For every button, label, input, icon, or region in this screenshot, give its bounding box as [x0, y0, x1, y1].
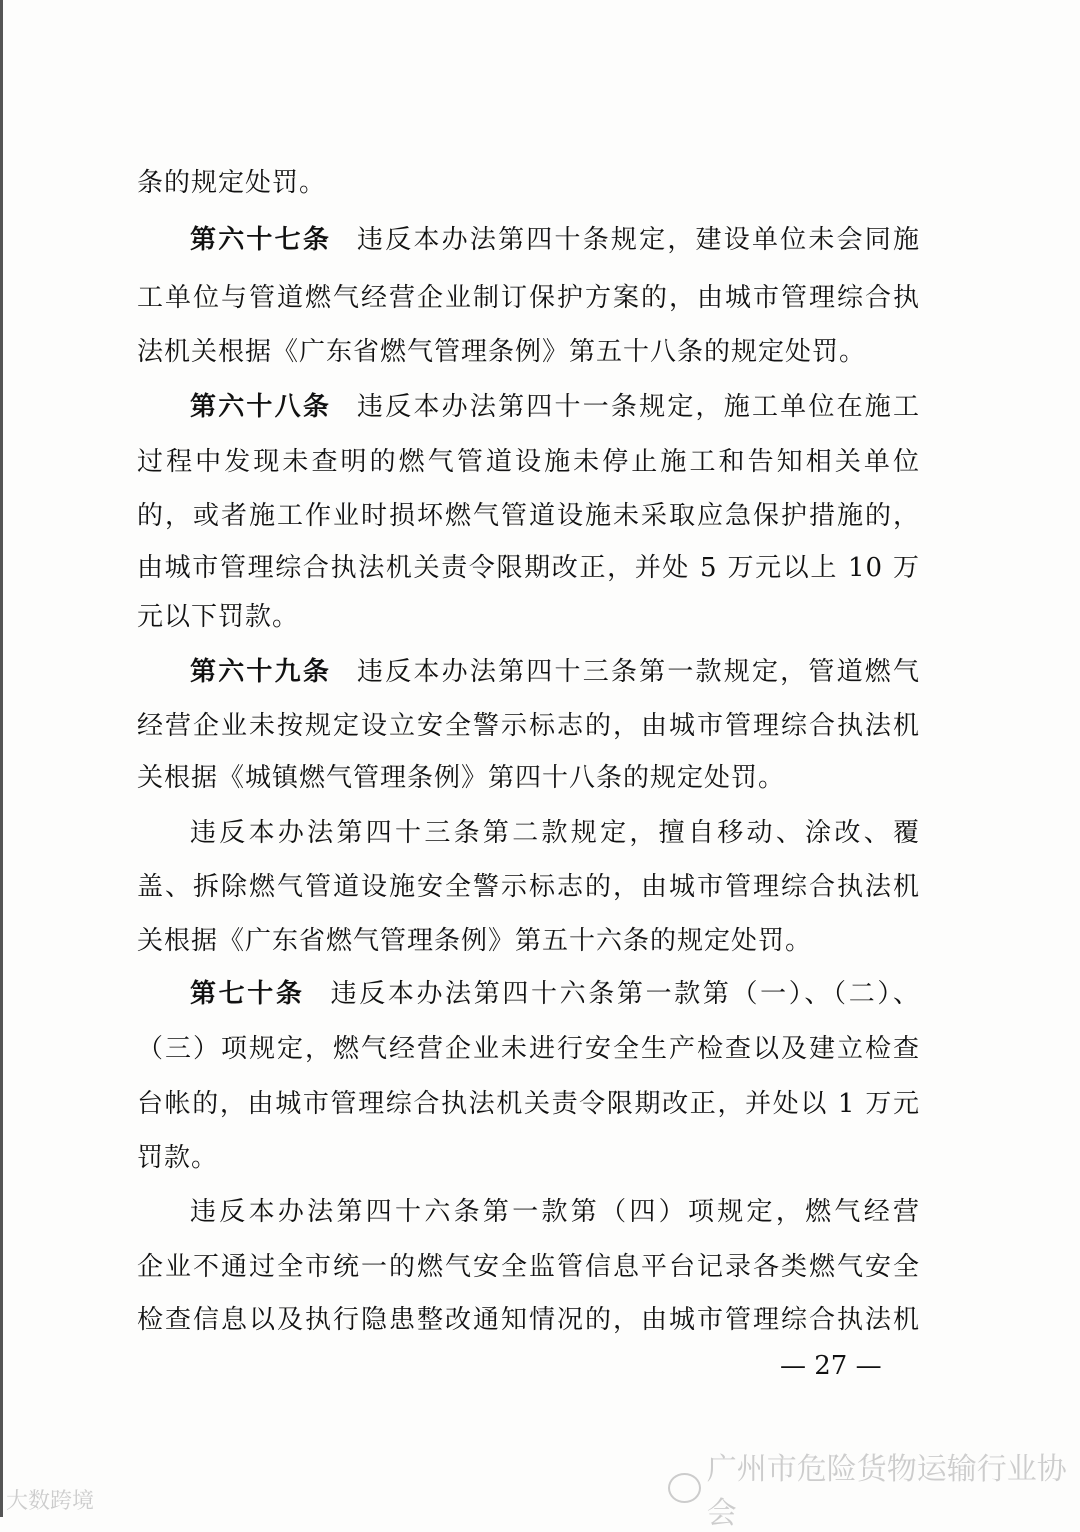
line-text: 检查信息以及执行隐患整改通知情况的，由城市管理综合执法机 [137, 1305, 920, 1335]
text-line [190, 654, 920, 690]
line-text: 的，或者施工作业时损坏燃气管道设施未采取应急保护措施的， [137, 501, 920, 531]
page-number: — 27 — [780, 1351, 882, 1381]
text-line [137, 165, 920, 201]
text-line [137, 869, 920, 905]
line-text: 违反本办法第四十条规定，建设单位未会同施 [357, 225, 920, 255]
text-line [137, 1302, 920, 1338]
line-text: 法机关根据《广东省燃气管理条例》第五十八条的规定处罚。 [137, 337, 867, 367]
watermark-right [668, 1444, 1080, 1532]
text-line [137, 760, 920, 796]
watermark-left-text: 大数跨境 [6, 1489, 95, 1514]
text-line [137, 599, 920, 635]
text-line [190, 389, 920, 425]
text-line [137, 444, 920, 480]
line-text: 盖、拆除燃气管道设施安全警示标志的，由城市管理综合执法机 [137, 872, 920, 902]
text-line [190, 222, 920, 258]
line-text: 违反本办法第四十三条第一款规定，管道燃气 [357, 657, 920, 687]
wechat-icon [668, 1473, 701, 1503]
line-text: 罚款。 [137, 1143, 219, 1173]
line-text: 企业不通过全市统一的燃气安全监管信息平台记录各类燃气安全 [137, 1252, 920, 1282]
text-line [190, 976, 920, 1012]
watermark-right-text: 广州市危险货物运输行业协会 [706, 1452, 1067, 1531]
watermark-left [6, 1484, 94, 1515]
line-text: 违反本办法第四十三条第二款规定，擅自移动、涂改、覆 [190, 818, 920, 848]
text-line [137, 280, 920, 316]
text-line [137, 1086, 920, 1122]
scan-edge [0, 0, 3, 1517]
line-text: 过程中发现未查明的燃气管道设施未停止施工和告知相关单位 [137, 447, 920, 477]
line-text: 违反本办法第四十一条规定，施工单位在施工 [357, 392, 920, 422]
text-line [137, 923, 920, 959]
line-text: 条的规定处罚。 [137, 168, 327, 198]
text-line [137, 498, 920, 534]
line-text: 工单位与管道燃气经营企业制订保护方案的，由城市管理综合执 [137, 283, 920, 313]
text-line [190, 1194, 920, 1230]
article-heading: 第七十条 [190, 979, 305, 1009]
text-line [190, 815, 920, 851]
article-heading: 第六十九条 [190, 657, 332, 687]
article-heading: 第六十七条 [190, 225, 332, 255]
line-text: 违反本办法第四十六条第一款第（四）项规定，燃气经营 [190, 1197, 920, 1227]
text-line [137, 334, 920, 370]
text-line [137, 1031, 920, 1067]
text-line [137, 1249, 920, 1285]
line-text: 元以下罚款。 [137, 602, 300, 632]
line-text: 违反本办法第四十六条第一款第（一）、（二）、 [330, 979, 920, 1009]
line-text: 关根据《广东省燃气管理条例》第五十六条的规定处罚。 [137, 926, 813, 956]
article-heading: 第六十八条 [190, 392, 332, 422]
text-line [137, 708, 920, 744]
line-text: 关根据《城镇燃气管理条例》第四十八条的规定处罚。 [137, 763, 786, 793]
line-text: （三）项规定，燃气经营企业未进行安全生产检查以及建立检查 [137, 1034, 920, 1064]
line-text: 台帐的，由城市管理综合执法机关责令限期改正，并处以 1 万元 [137, 1089, 920, 1119]
line-text: 经营企业未按规定设立安全警示标志的，由城市管理综合执法机 [137, 711, 920, 741]
text-line [137, 550, 920, 586]
line-text: 由城市管理综合执法机关责令限期改正，并处 5 万元以上 10 万 [137, 553, 920, 583]
text-line [137, 1140, 920, 1176]
